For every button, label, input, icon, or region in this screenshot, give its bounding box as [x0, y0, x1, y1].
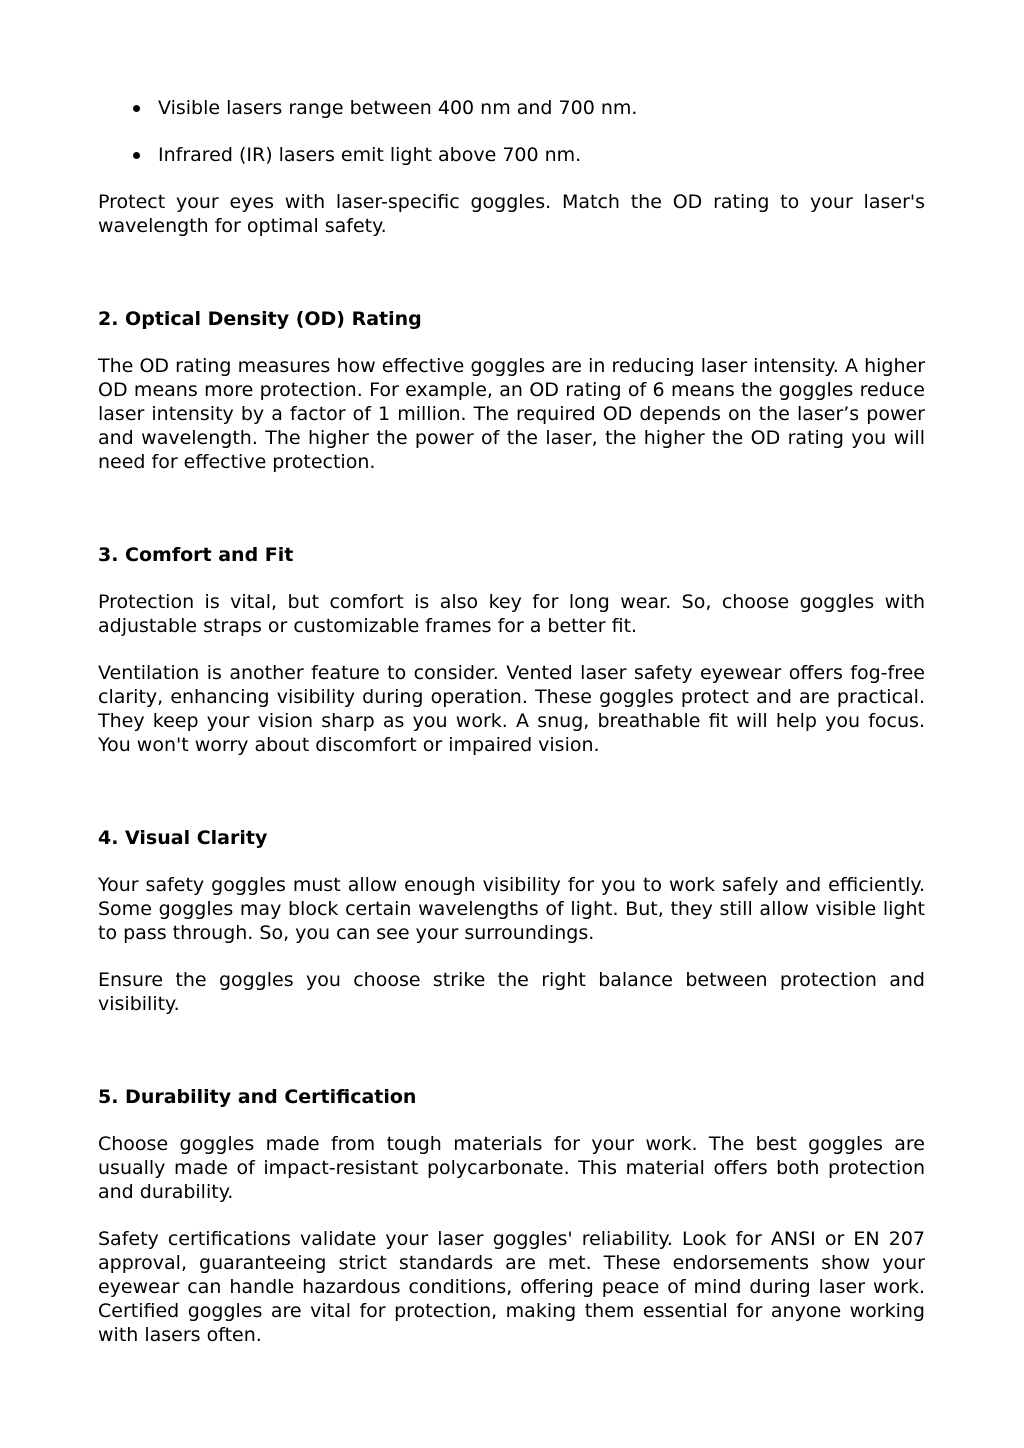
section-heading-od-rating: 2. Optical Density (OD) Rating	[98, 308, 422, 330]
section-paragraph: Choose goggles made from tough materials for your work. The best goggles are usually made of impact-resistant polycarbonate. This material offers both protection and durability.	[98, 1133, 925, 1203]
document-page	[98, 96, 925, 1370]
section-paragraph: Safety certifications validate your laser goggles' reliability. Look for ANSI or EN 207 approval, guaranteeing strict standards are met. These endorsements show your eyewear can handle hazardous conditions, offering peace of mind during laser work. Certified goggles are vital for protection, making them essential for anyone working with lasers often.	[98, 1228, 925, 1346]
section-heading-durability-certification: 5. Durability and Certification	[98, 1086, 417, 1108]
wavelength-bullet-list	[98, 96, 925, 167]
section-paragraph: Protection is vital, but comfort is also key for long wear. So, choose goggles with adjustable straps or customizable frames for a better fit.	[98, 591, 925, 637]
section-heading-visual-clarity: 4. Visual Clarity	[98, 827, 268, 849]
section-paragraph: Your safety goggles must allow enough visibility for you to work safely and efficiently. Some goggles may block certain wavelengths of light. But, they still allow visible light to pass through. So, you can see your surroundings.	[98, 874, 925, 944]
bullet-text: Infrared (IR) lasers emit light above 700 nm.	[158, 144, 582, 166]
bullet-dot-icon	[133, 152, 140, 159]
bullet-dot-icon	[133, 105, 140, 112]
bullet-item	[98, 96, 925, 120]
bullet-text: Visible lasers range between 400 nm and 700 nm.	[158, 97, 638, 119]
section-paragraph: Ventilation is another feature to consider. Vented laser safety eyewear offers fog-free clarity, enhancing visibility during operation. These goggles protect and are practical. They keep your vision sharp as you work. A snug, breathable fit will help you focus. You won't worry about discomfort or impaired vision.	[98, 662, 925, 756]
section-paragraph: The OD rating measures how effective goggles are in reducing laser intensity. A higher OD means more protection. For example, an OD rating of 6 means the goggles reduce laser intensity by a factor of 1 million. The required OD depends on the laser’s power and wavelength. The higher the power of the laser, the higher the OD rating you will need for effective protection.	[98, 355, 925, 473]
section-paragraph: Ensure the goggles you choose strike the right balance between protection and visibility.	[98, 969, 925, 1015]
bullet-item	[98, 143, 925, 167]
intro-paragraph: Protect your eyes with laser-specific goggles. Match the OD rating to your laser's wavelength for optimal safety.	[98, 191, 925, 237]
section-heading-comfort-fit: 3. Comfort and Fit	[98, 544, 294, 566]
